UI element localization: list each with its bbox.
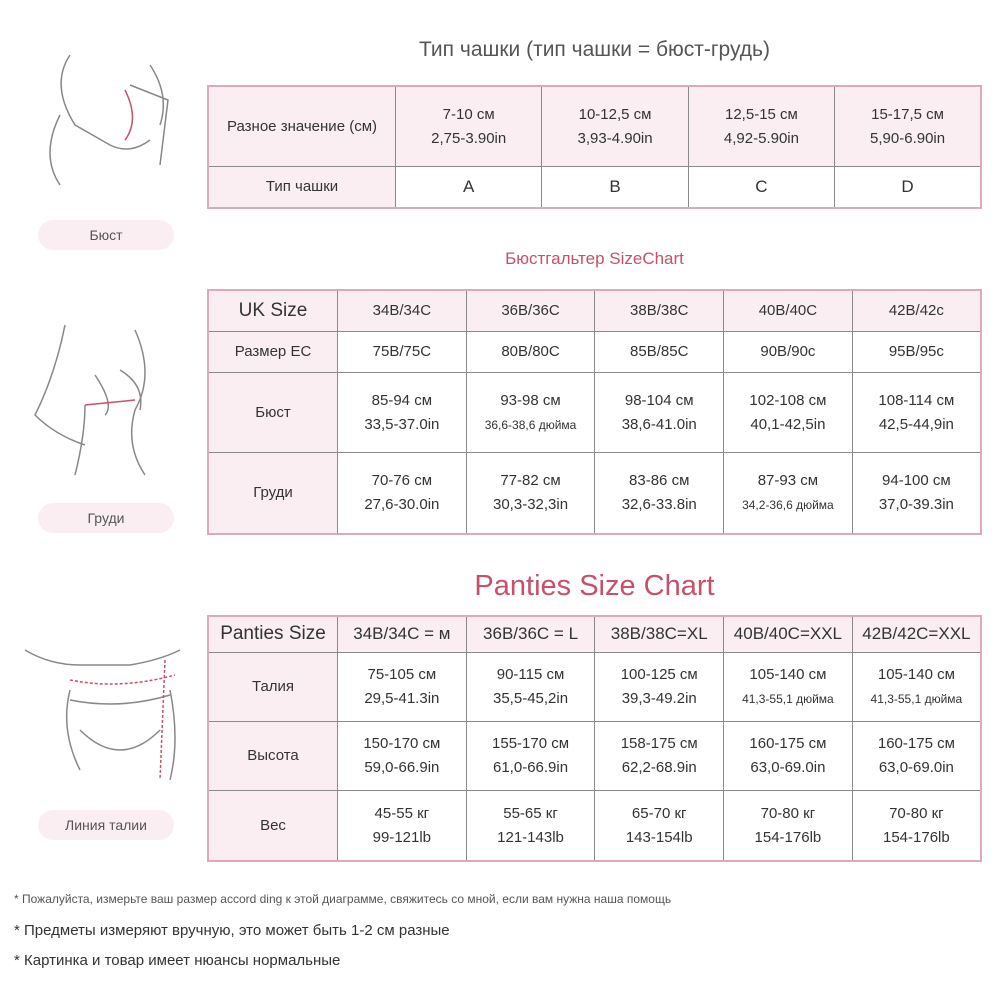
cell-line: 102-108 см (749, 391, 827, 409)
row-label: Разное значение (см) (208, 86, 396, 167)
table-cell (724, 332, 853, 373)
cell-line: 59,0-66.9in (364, 759, 440, 777)
table-row (208, 167, 981, 208)
cell-line: 85B/85C (630, 343, 689, 361)
cell-line: 41,3-55,1 дюйма (870, 691, 963, 706)
cup-type-table (207, 85, 982, 209)
cup-chart-title: Тип чашки (тип чашки = бюст-грудь) (419, 38, 770, 61)
cell-line: 70-80 кг (889, 804, 944, 822)
cell-line: C (755, 177, 768, 196)
table-cell (466, 616, 595, 652)
table-cell (542, 167, 688, 208)
cell-line: 121-143lb (497, 828, 564, 846)
cell-line: 35,5-45,2in (493, 689, 569, 707)
cell-line: 2,75-3.90in (431, 129, 507, 147)
cell-line: 29,5-41.3in (364, 689, 440, 707)
cell-line: 42,5-44,9in (878, 415, 954, 433)
cell-line: 99-121lb (372, 828, 432, 846)
table-row (208, 791, 981, 861)
cell-line: 34B/34C (372, 302, 432, 320)
table-cell (338, 791, 467, 861)
row-label: Panties Size (208, 616, 338, 652)
row-label: UK Size (208, 290, 338, 332)
cell-line: 98-104 см (624, 391, 694, 409)
cell-line: 10-12,5 см (578, 105, 652, 123)
row-label: Тип чашки (208, 167, 396, 208)
cell-line: 108-114 см (878, 391, 955, 409)
table-cell (466, 791, 595, 861)
cell-line: 62,2-68.9in (621, 759, 697, 777)
table-cell (595, 290, 724, 332)
cell-line: 3,93-4.90in (577, 129, 653, 147)
cell-line: 100-125 см (620, 665, 698, 683)
cell-line: 143-154lb (625, 828, 693, 846)
cell-line: 75B/75C (372, 343, 432, 361)
cell-line: 42B/42C=XXL (862, 624, 971, 644)
table-cell (724, 722, 853, 791)
cell-line: 77-82 см (500, 472, 561, 490)
cell-line: 93-98 см (500, 391, 561, 409)
cell-line: 36,6-38,6 дюйма (484, 417, 577, 432)
cell-line: 55-65 кг (503, 804, 558, 822)
cell-line: 5,90-6.90in (870, 129, 946, 147)
cell-line: 154-176lb (883, 828, 950, 846)
cell-line: 40B/40C (758, 302, 818, 320)
row-label: Высота (208, 722, 338, 791)
underbust-label: Груди (38, 503, 174, 533)
table-row (208, 616, 981, 652)
cell-line: 94-100 см (882, 472, 951, 490)
table-cell (396, 86, 542, 167)
cell-line: 12,5-15 см (725, 105, 798, 123)
panties-size-table (207, 615, 982, 862)
table-cell (338, 616, 467, 652)
cell-line: 39,3-49.2in (621, 689, 697, 707)
note-manual: * Предметы измеряют вручную, это может быть 1-2 см разные (14, 922, 450, 939)
table-cell (724, 791, 853, 861)
table-cell (466, 290, 595, 332)
cell-line: 90B/90c (760, 343, 816, 361)
cell-line: 75-105 см (367, 665, 437, 683)
table-cell (724, 290, 853, 332)
bust-label: Бюст (38, 220, 174, 250)
table-row (208, 722, 981, 791)
cell-line: 150-170 см (363, 735, 441, 753)
cell-line: 154-176lb (754, 828, 822, 846)
cell-line: 42B/42c (888, 302, 944, 320)
cell-line: 4,92-5.90in (723, 129, 799, 147)
cell-line: 41,3-55,1 дюйма (742, 691, 834, 706)
table-cell (466, 332, 595, 373)
table-cell (466, 453, 595, 534)
table-cell (688, 86, 834, 167)
cell-line: 95B/95c (888, 343, 944, 361)
row-label: Размер ЕС (208, 332, 338, 373)
table-cell (852, 373, 981, 453)
cell-line: 87-93 см (757, 472, 819, 490)
table-row (208, 373, 981, 453)
bra-size-table (207, 289, 982, 535)
panties-chart-title: Panties Size Chart (474, 570, 715, 602)
table-row (208, 453, 981, 534)
cell-line: 15-17,5 см (871, 105, 944, 123)
table-cell (595, 791, 724, 861)
bra-chart-title: Бюстгальтер SizeChart (505, 249, 684, 268)
cell-line: D (901, 177, 914, 196)
cell-line: 32,6-33.8in (621, 496, 697, 514)
cell-line: 63,0-69.0in (750, 759, 826, 777)
table-cell (852, 722, 981, 791)
cell-line: 36B/36C (501, 302, 560, 320)
table-cell (595, 652, 724, 721)
table-cell (595, 373, 724, 453)
row-label: Вес (208, 791, 338, 861)
underbust-measure-illustration (25, 315, 175, 485)
row-label: Бюст (208, 373, 338, 453)
note-color: * Картинка и товар имеет нюансы нормальные (14, 952, 341, 969)
cell-line: A (463, 177, 475, 196)
cell-line: 30,3-32,3in (493, 496, 569, 514)
cell-line: 63,0-69.0in (878, 759, 954, 777)
table-cell (338, 652, 467, 721)
cell-line: 65-70 кг (631, 804, 687, 822)
cell-line: 105-140 см (749, 665, 827, 683)
table-cell (724, 652, 853, 721)
cell-line: B (609, 177, 621, 196)
table-cell (852, 290, 981, 332)
cell-line: 7-10 см (442, 105, 495, 123)
table-cell (595, 453, 724, 534)
table-cell (338, 373, 467, 453)
cell-line: 158-175 см (620, 735, 698, 753)
cell-line: 36B/36C = L (483, 624, 579, 644)
cell-line: 33,5-37.0in (364, 415, 440, 433)
waist-measure-illustration (20, 640, 190, 790)
table-cell (688, 167, 834, 208)
table-cell (852, 332, 981, 373)
cell-line: 70-80 кг (760, 804, 816, 822)
cell-line: 105-140 см (877, 665, 955, 683)
table-row (208, 652, 981, 721)
table-cell (852, 453, 981, 534)
table-row (208, 290, 981, 332)
cell-line: 37,0-39.3in (878, 496, 954, 514)
table-cell (542, 86, 688, 167)
cell-line: 40,1-42,5in (750, 415, 826, 433)
table-cell (595, 616, 724, 652)
table-cell (852, 791, 981, 861)
cell-line: 38B/38C (630, 302, 689, 320)
table-cell (852, 616, 981, 652)
table-cell (724, 616, 853, 652)
cell-line: 40B/40C=XXL (733, 624, 843, 644)
table-cell (724, 373, 853, 453)
table-cell (338, 722, 467, 791)
cell-line: 80B/80C (501, 343, 560, 361)
cell-line: 61,0-66.9in (493, 759, 569, 777)
cell-line: 34,2-36,6 дюйма (742, 498, 834, 513)
cell-line: 85-94 см (371, 391, 433, 409)
cell-line: 160-175 см (749, 735, 827, 753)
table-cell (338, 290, 467, 332)
note-measure: * Пожалуйста, измерьте ваш размер accord ding к этой диаграмме, свяжитесь со мной, если вам нужна наша помощь (14, 892, 672, 906)
bust-measure-illustration (30, 45, 180, 195)
waist-label: Линия талии (38, 810, 174, 840)
cell-line: 38B/38C=XL (610, 624, 708, 644)
cell-line: 70-76 см (371, 472, 433, 490)
table-row (208, 332, 981, 373)
cell-line: 160-175 см (877, 735, 955, 753)
row-label: Груди (208, 453, 338, 534)
table-cell (338, 453, 467, 534)
table-row (208, 86, 981, 167)
row-label: Талия (208, 652, 338, 721)
table-cell (835, 86, 981, 167)
table-cell (466, 722, 595, 791)
table-cell (595, 722, 724, 791)
cell-line: 155-170 см (492, 735, 570, 753)
table-cell (595, 332, 724, 373)
table-cell (835, 167, 981, 208)
cell-line: 45-55 кг (374, 804, 430, 822)
table-cell (724, 453, 853, 534)
table-cell (852, 652, 981, 721)
cell-line: 38,6-41.0in (621, 415, 697, 433)
table-cell (338, 332, 467, 373)
table-cell (396, 167, 542, 208)
table-cell (466, 652, 595, 721)
cell-line: 34B/34C = м (353, 624, 451, 644)
cell-line: 90-115 см (496, 665, 565, 683)
table-cell (466, 373, 595, 453)
cell-line: 27,6-30.0in (364, 496, 440, 514)
cell-line: 83-86 см (629, 472, 690, 490)
